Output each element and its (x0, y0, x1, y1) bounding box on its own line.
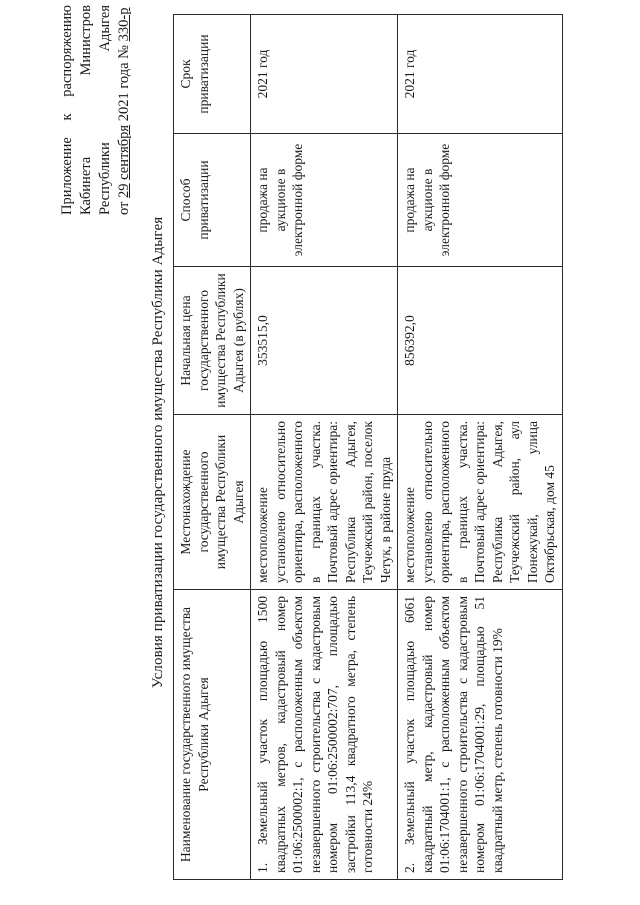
document-title: Условия приватизации государственного имущества Республики Адыгея (150, 216, 166, 689)
cell-method: продажа на аукционе в электронной форме (398, 134, 563, 267)
header-line-2 (77, 5, 96, 215)
cell-name: 2. Земельный участок площадью 6061 квадратный метр, кадастровый номер 01:06:1704001:1, с расположенным объектом незавершенного строительства с кадастровым номером 01:06:1704001:29, площадью 51 квадратный метр, степень готовности 19% (398, 590, 563, 880)
header-word-order: распоряжению (59, 5, 75, 97)
header-from: от (116, 201, 132, 215)
cell-term: 2021 год (251, 15, 398, 134)
header-method: Способ приватизации (174, 134, 251, 267)
header-day: 29 (116, 183, 132, 198)
header-price: Начальная цена государственного имущества Республики Адыгея (в рублях) (174, 267, 251, 415)
cell-location: местоположение установлено относительно ориентира, расположенного в границах участка. Почтовый адрес ориентира: Республика Адыгея, Теучежский район, аул Понежукай, улица Октябрьская, дом 45 (398, 415, 563, 590)
header-date-line (115, 5, 134, 215)
header-word-adygea: Адыгея (97, 5, 113, 52)
table-row (398, 15, 563, 880)
appendix-header (58, 5, 134, 215)
header-word-ministers: Министров (78, 5, 94, 76)
header-word-appendix: Приложение (59, 137, 75, 215)
header-year: 2021 года № (116, 44, 132, 122)
header-month: сентября (116, 124, 132, 180)
cell-location: местоположение установлено относительно ориентира, расположенного в границах участка. Почтовый адрес ориентира: Республика Адыгея, Теучежский район, поселок Четук, в районе пруда (251, 415, 398, 590)
privatization-table (173, 14, 563, 880)
cell-term: 2021 год (398, 15, 563, 134)
header-term: Срок приватизации (174, 15, 251, 134)
cell-price: 856392,0 (398, 267, 563, 415)
cell-name: 1. Земельный участок площадью 1500 квадратных метров, кадастровый номер 01:06:2500002:1, с расположенным объектом незавершенного строительства с кадастровым номером 01:06:2500002:707, площадью застройки 113,4 квадратного метра, степень готовности 24% (251, 590, 398, 880)
cell-price: 353515,0 (251, 267, 398, 415)
cell-method: продажа на аукционе в электронной форме (251, 134, 398, 267)
table-row (251, 15, 398, 880)
header-location: Местонахождение государственного имущества Республики Адыгея (174, 415, 251, 590)
header-line-1 (58, 5, 77, 215)
header-word-republic: Республики (97, 142, 113, 215)
header-number: 330-р (116, 7, 132, 42)
header-word-cabinet: Кабинета (78, 156, 94, 215)
header-line-3 (96, 5, 115, 215)
table-header-row (174, 15, 251, 880)
header-word-k: к (59, 113, 75, 121)
header-name: Наименование государственного имущества Республики Адыгея (174, 590, 251, 880)
